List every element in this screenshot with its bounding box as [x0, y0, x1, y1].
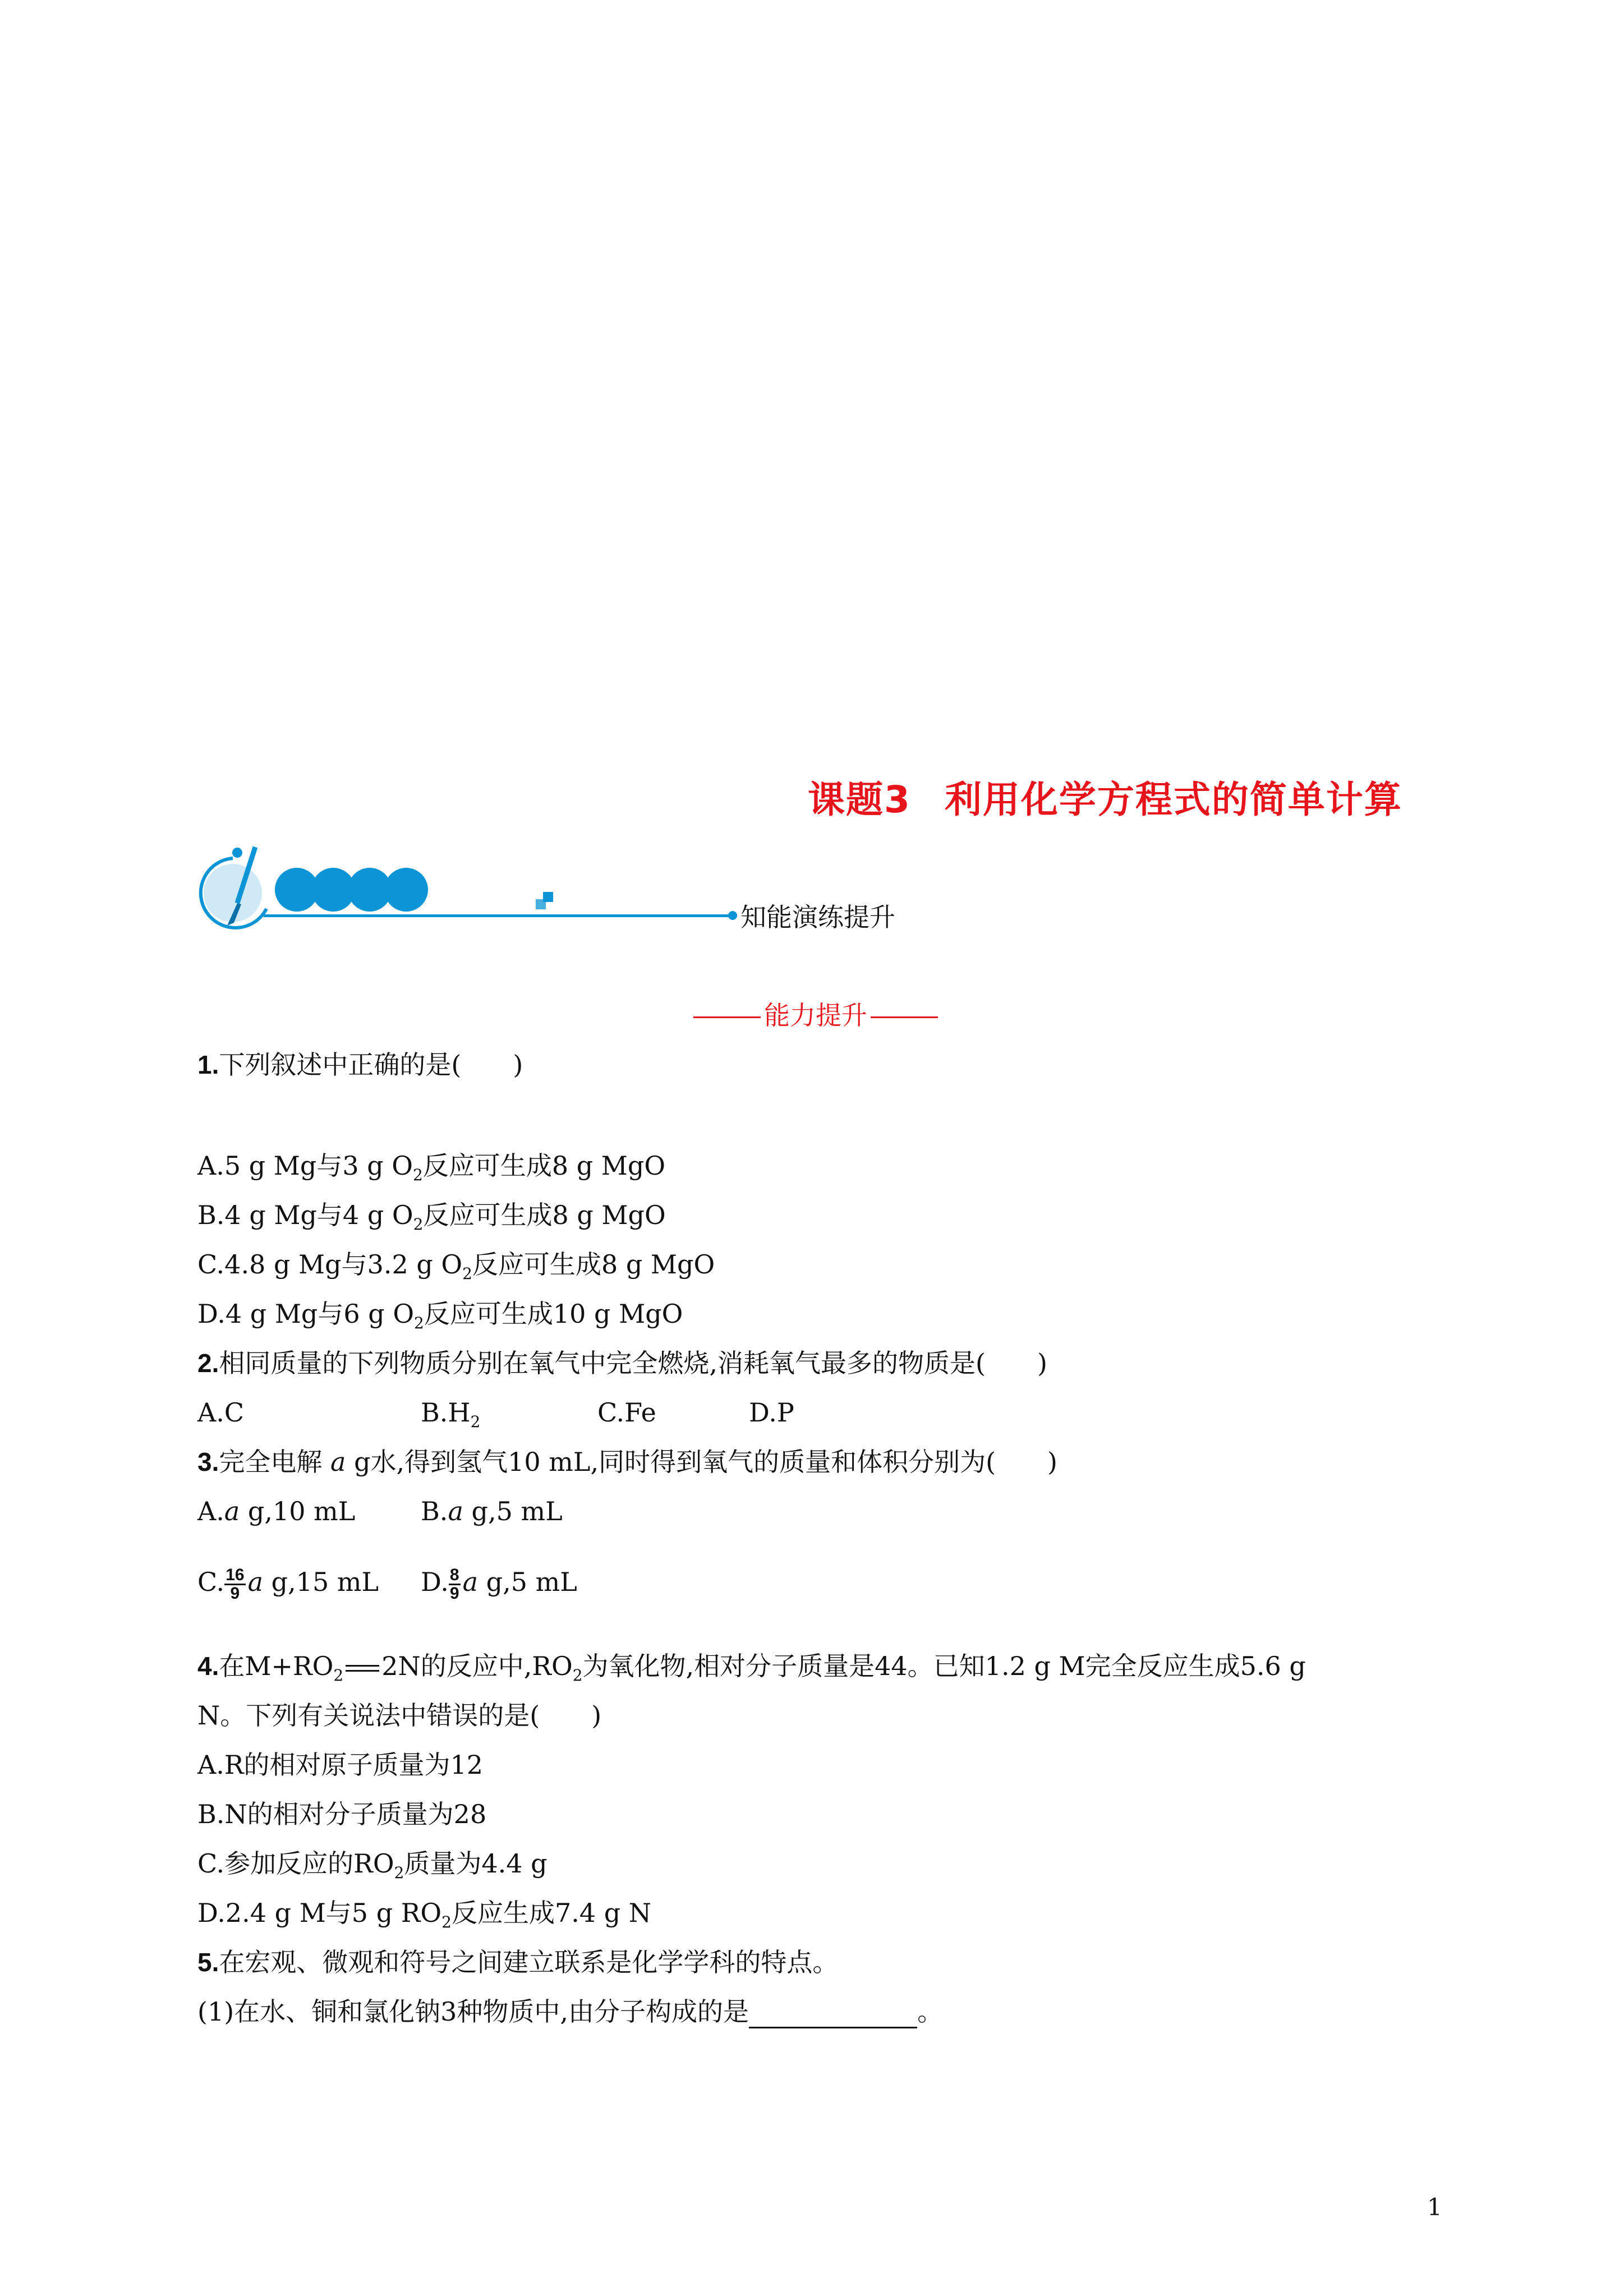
q3-number: 3.: [197, 1447, 219, 1476]
section-heading: [690, 999, 941, 1032]
section-rule-left: [693, 1016, 761, 1018]
q1-text: 下列叙述中正确的是( ): [219, 1050, 523, 1080]
banner-square-2: [536, 899, 546, 909]
q2-option-c: C.Fe: [597, 1397, 656, 1428]
q5-text: 在宏观、微观和符号之间建立联系是化学学科的特点。: [219, 1947, 839, 1977]
q3-option-b: B.a g,5 mL: [421, 1496, 563, 1526]
lesson-title: [808, 770, 1402, 823]
q4-stem-line2: N。下列有关说法中错误的是( ): [197, 1700, 602, 1731]
brush-icon: [194, 841, 278, 937]
fraction: $\frac{16}{9}$: [226, 1565, 245, 1603]
q1-option-b: B.4 g Mg与4 g $O_2$反应可生成8 g MgO: [197, 1200, 666, 1234]
q4-option-b: B.N的相对分子质量为28: [197, 1799, 487, 1829]
banner-dot-4: [384, 868, 428, 912]
q1-stem: [197, 1048, 523, 1082]
q4-stem: 4.在$M+RO_2$ 2N的反应中$,RO_2$为氧化物,相对分子质量是44。已知1.2 g M完全反应生成5.6 g: [197, 1651, 1306, 1685]
q4-option-c: C.参加反应的$RO_2$质量为4.4 g: [197, 1848, 548, 1883]
banner-label: 知能演练提升: [740, 902, 895, 932]
q3-option-a: A.a g,10 mL: [197, 1496, 356, 1526]
q1-option-a: A.5 g Mg与3 g $O_2$反应可生成8 g MgO: [197, 1151, 666, 1185]
q3-option-d: D. $\frac{8}{9}$ a g,5 mL: [421, 1565, 577, 1603]
q2-option-d: D.P: [749, 1397, 794, 1428]
q5-number: 5.: [197, 1948, 219, 1977]
section-title: 能力提升: [764, 1000, 867, 1030]
q2-option-b: $B.H_2$: [421, 1397, 481, 1432]
equation-equals-sign: [346, 1665, 379, 1672]
q1-option-c: C.4.8 g Mg与3.2 g $O_2$反应可生成8 g MgO: [197, 1249, 715, 1283]
q1-number: 1.: [197, 1050, 219, 1079]
q3-stem: 3.完全电解 a g水,得到氢气10 mL,同时得到氧气的质量和体积分别为( ): [197, 1447, 1057, 1477]
banner-line: [264, 914, 729, 917]
q2-text: 相同质量的下列物质分别在氧气中完全燃烧,消耗氧气最多的物质是( ): [219, 1348, 1047, 1378]
section-rule-right: [871, 1016, 938, 1018]
lesson-number: 课题3: [808, 778, 911, 821]
q5-sub1: (1)在水、铜和氯化钠3种物质中,由分子构成的是 。: [197, 1995, 943, 2028]
q2-stem: [197, 1346, 1047, 1380]
q1-option-d: D.4 g Mg与6 g $O_2$反应可生成10 g MgO: [197, 1299, 683, 1333]
q2-option-a: A.C: [197, 1397, 245, 1428]
q3-option-c: C. $\frac{16}{9}$ a g,15 mL: [197, 1565, 379, 1603]
q4-option-a: A.R的相对原子质量为12: [197, 1750, 484, 1780]
answer-blank[interactable]: [749, 2004, 917, 2028]
fraction: $\frac{8}{9}$: [449, 1565, 459, 1603]
q4-number: 4.: [197, 1651, 219, 1681]
q2-number: 2.: [197, 1349, 219, 1378]
page-number: 1: [1427, 2193, 1442, 2221]
lesson-name: 利用化学方程式的简单计算: [944, 778, 1402, 821]
q5-stem: [197, 1945, 838, 1979]
banner-line-dot: [728, 911, 737, 920]
q4-option-d: D.2.4 g M与5 g $RO_2$反应生成7.4 g N: [197, 1898, 652, 1932]
